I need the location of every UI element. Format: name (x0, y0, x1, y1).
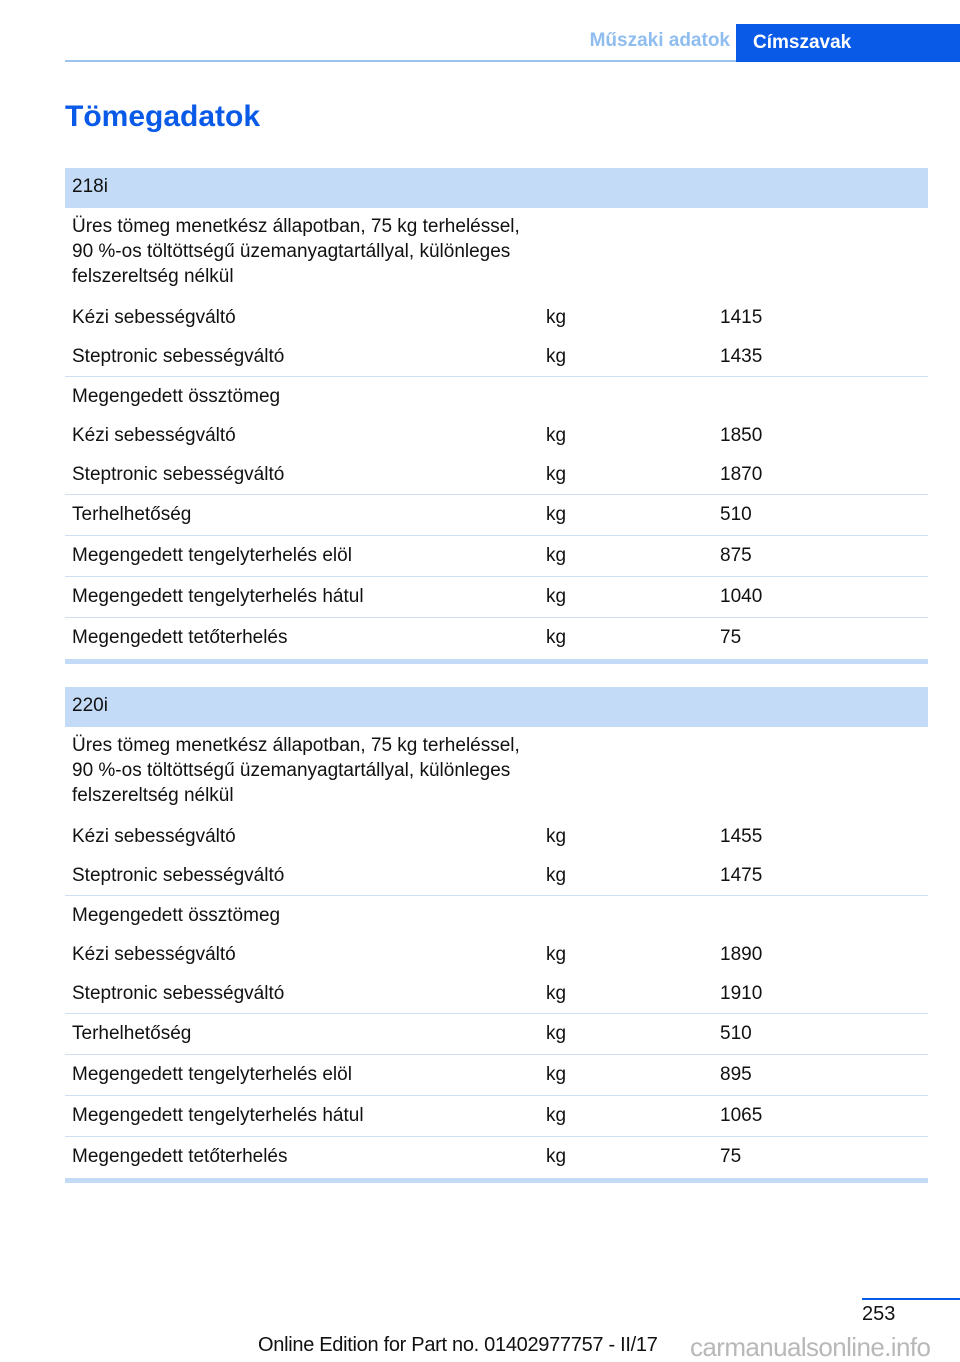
empty-weight-description: Üres tömeg menetkész állapotban, 75 kg terheléssel, 90 %-os töltöttségű üzemanyagtartállyal, különleges felszereltség nélkül (72, 216, 520, 287)
weight-table-218i (65, 168, 928, 664)
row-value: 1870 (720, 464, 763, 485)
table-end-bar (65, 659, 928, 664)
row-label: Megengedett tengelyterhelés hátul (72, 1105, 364, 1126)
empty-weight-row (65, 856, 928, 896)
weight-table-220i (65, 687, 928, 1183)
row-label: Kézi sebességváltó (72, 944, 236, 965)
weight-row (65, 495, 928, 536)
table-header-model: 218i (65, 168, 928, 208)
weight-row (65, 618, 928, 658)
row-label: Steptronic sebességváltó (72, 346, 285, 367)
gross-weight-row (65, 935, 928, 974)
gross-weight-heading (65, 896, 928, 935)
row-unit: kg (546, 586, 567, 607)
empty-weight-row (65, 817, 928, 856)
watermark: carmanualsonline.info (690, 1332, 931, 1362)
page-number-rule (862, 1298, 960, 1300)
row-value: 1040 (720, 586, 763, 607)
row-unit: kg (546, 944, 567, 965)
weight-row (65, 1137, 928, 1177)
table-header-model: 220i (65, 687, 928, 727)
page-title: Tömegadatok (65, 100, 261, 133)
edition-footer: Online Edition for Part no. 01402977757 - II/17 (258, 1334, 658, 1356)
row-value: 75 (720, 1146, 742, 1167)
tab-technical-data[interactable]: Műszaki adatok (589, 30, 730, 51)
weight-row (65, 536, 928, 577)
row-value: 1850 (720, 425, 763, 446)
row-label: Terhelhetőség (72, 1023, 192, 1044)
row-value: 895 (720, 1064, 752, 1085)
row-label: Megengedett tengelyterhelés elöl (72, 1064, 352, 1085)
row-label: Terhelhetőség (72, 504, 192, 525)
row-value: 1435 (720, 346, 763, 367)
row-label: Steptronic sebességváltó (72, 464, 285, 485)
row-label: Megengedett össztömeg (72, 386, 281, 407)
header-divider (65, 60, 736, 62)
row-label: Steptronic sebességváltó (72, 983, 285, 1004)
table-end-bar (65, 1178, 928, 1183)
row-unit: kg (546, 983, 567, 1004)
row-unit: kg (546, 307, 567, 328)
row-unit: kg (546, 346, 567, 367)
weight-row (65, 1055, 928, 1096)
row-value: 510 (720, 504, 752, 525)
row-label: Megengedett tengelyterhelés elöl (72, 545, 352, 566)
empty-weight-description: Üres tömeg menetkész állapotban, 75 kg terheléssel, 90 %-os töltöttségű üzemanyagtartállyal, különleges felszereltség nélkül (72, 735, 520, 806)
row-unit: kg (546, 545, 567, 566)
row-label: Steptronic sebességváltó (72, 865, 285, 886)
row-unit: kg (546, 1023, 567, 1044)
row-value: 75 (720, 627, 742, 648)
weight-row (65, 1096, 928, 1137)
row-value: 1455 (720, 826, 763, 847)
row-unit: kg (546, 826, 567, 847)
row-value: 875 (720, 545, 752, 566)
gross-weight-heading (65, 377, 928, 416)
row-label: Megengedett tetőterhelés (72, 1146, 288, 1167)
gross-weight-row (65, 455, 928, 495)
row-unit: kg (546, 464, 567, 485)
row-unit: kg (546, 425, 567, 446)
row-value: 1890 (720, 944, 763, 965)
row-unit: kg (546, 1064, 567, 1085)
row-label: Megengedett tetőterhelés (72, 627, 288, 648)
row-unit: kg (546, 1146, 567, 1167)
row-unit: kg (546, 1105, 567, 1126)
row-unit: kg (546, 504, 567, 525)
tab-index[interactable]: Címszavak (736, 24, 960, 62)
row-unit: kg (546, 865, 567, 886)
row-value: 1065 (720, 1105, 763, 1126)
row-unit: kg (546, 627, 567, 648)
row-value: 1415 (720, 307, 763, 328)
row-label: Kézi sebességváltó (72, 826, 236, 847)
weight-row (65, 577, 928, 618)
empty-weight-row (65, 337, 928, 377)
row-value: 1910 (720, 983, 763, 1004)
row-value: 510 (720, 1023, 752, 1044)
row-value: 1475 (720, 865, 763, 886)
gross-weight-row (65, 416, 928, 455)
row-label: Kézi sebességváltó (72, 425, 236, 446)
empty-weight-row (65, 298, 928, 337)
row-label: Megengedett tengelyterhelés hátul (72, 586, 364, 607)
row-label: Megengedett össztömeg (72, 905, 281, 926)
weight-row (65, 1014, 928, 1055)
page-number: 253 (862, 1303, 896, 1325)
row-label: Kézi sebességváltó (72, 307, 236, 328)
gross-weight-row (65, 974, 928, 1014)
